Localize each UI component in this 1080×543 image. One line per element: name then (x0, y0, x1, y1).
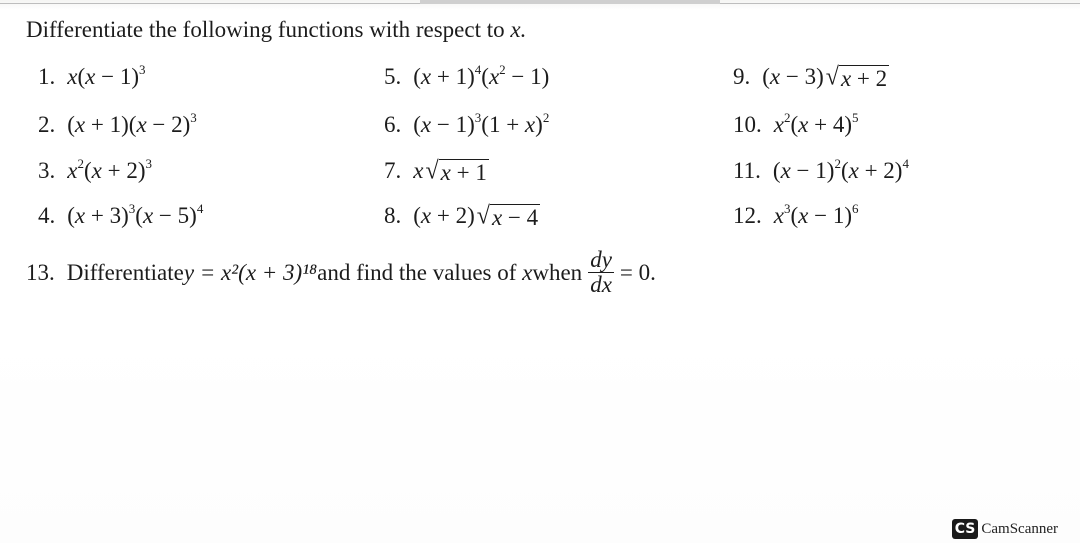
problem-number: 2. (38, 112, 56, 137)
problem-expression: $(x + 3)^3(x - 5)^4$ (67, 201, 204, 228)
problem-number: 9. (733, 64, 751, 89)
problem-7 (384, 158, 489, 186)
problem-number: 8. (384, 203, 402, 228)
fraction-numerator: dy (590, 247, 612, 272)
problem-13-variable: x (522, 259, 533, 285)
heading-variable: x. (510, 17, 527, 42)
problem-13-text-a: Differentiate (66, 259, 184, 285)
problem-10 (733, 112, 859, 138)
problem-expression: $(x + 1)^4(x^2 - 1)$ (413, 62, 550, 89)
problem-expression: $x(x - 1)^3$ (67, 62, 146, 89)
problem-3 (38, 158, 152, 184)
problem-13-text-b: and find the values of (317, 259, 517, 285)
problem-13-text-c: when (532, 259, 583, 285)
problem-11 (733, 158, 909, 184)
problem-4 (38, 203, 203, 229)
problem-13 (26, 248, 656, 297)
problem-expression: $x^2(x + 2)^3$ (67, 156, 152, 183)
camscanner-logo: CS (952, 519, 979, 539)
camscanner-watermark (952, 519, 1058, 539)
problem-number: 6. (384, 112, 402, 137)
square-root-sign: √ x + 1 (425, 157, 487, 185)
problem-number: 4. (38, 203, 56, 228)
problem-9 (733, 64, 889, 92)
problem-6 (384, 112, 549, 138)
problem-2 (38, 112, 197, 138)
problem-expression: $(x - 1)^2(x + 2)^4$ (772, 156, 909, 183)
problem-number: 13. (26, 259, 55, 285)
problem-expression: x √ x + 1 (413, 157, 487, 185)
problem-number: 3. (38, 158, 56, 183)
problem-expression: $x^2(x + 4)^5$ (773, 110, 859, 137)
heading-text: Differentiate the following functions with respect to (26, 17, 511, 42)
camscanner-label: CamScanner (981, 520, 1058, 537)
problem-5 (384, 64, 549, 90)
problem-13-equation: y = x²(x + 3)¹⁸ (183, 259, 318, 285)
instruction-heading (26, 17, 526, 43)
top-edge-shadow (420, 0, 720, 4)
problem-number: 10. (733, 112, 762, 137)
square-root-sign: √ x + 2 (825, 63, 888, 91)
problem-13-tail: = 0. (619, 259, 656, 285)
problem-expression: $x^3(x - 1)^6$ (773, 201, 859, 228)
problem-12 (733, 203, 859, 229)
problem-expression: $(x + 1)(x - 2)^3$ (67, 110, 197, 137)
problem-number: 12. (733, 203, 762, 228)
problem-number: 11. (733, 158, 761, 183)
problem-number: 1. (38, 64, 56, 89)
problem-8 (384, 203, 540, 231)
fraction-denominator: dx (590, 272, 612, 298)
problem-number: 7. (384, 158, 402, 183)
square-root-sign: √ x − 4 (476, 202, 539, 230)
problem-1 (38, 64, 146, 90)
problem-expression: $(x - 1)^3(1 + x)^2$ (413, 110, 550, 137)
derivative-fraction (588, 248, 614, 297)
problem-number: 5. (384, 64, 402, 89)
problem-expression: (x + 2) √ x − 4 (413, 202, 539, 230)
problem-expression: (x − 3) √ x + 2 (762, 63, 888, 91)
